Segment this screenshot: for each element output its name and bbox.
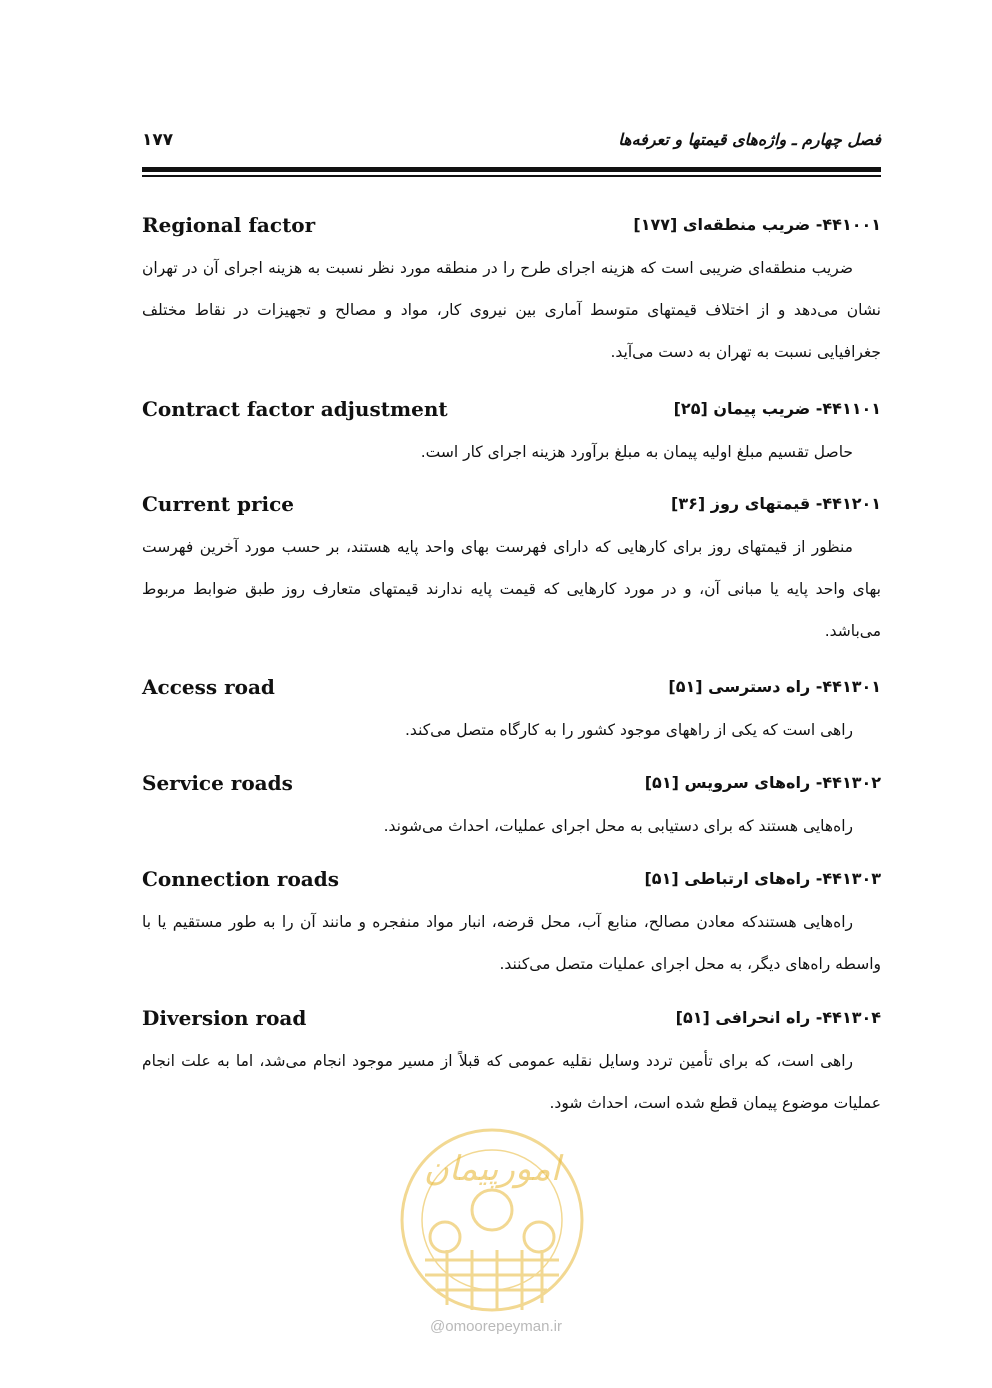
seal-text: امورپیمان — [423, 1149, 561, 1189]
header-rule-thin — [142, 175, 881, 177]
term-definition: راه‌هایی هستندکه معادن مصالح، منابع آب، محل قرضه، انبار مواد منفجره و مانند آن را به طور مستقیم یا با واسطه راه‌های دیگر، به محل اجرای عملیات متصل می‌کنند. — [142, 913, 881, 973]
term-persian: ۴۴۱۱۰۱- ضریب پیمان [۲۵] — [673, 399, 881, 418]
term-english: Diversion road — [142, 1006, 307, 1030]
term-definition: راهی است، که برای تأمین تردد وسایل نقلیه عمومی که قبلاً از مسیر موجود انجام می‌شد، اما به علت انجام عملیات موضوع پیمان قطع شده است، احداث شود. — [142, 1052, 881, 1112]
term-definition: منظور از قیمتهای روز برای کارهایی که دارای فهرست بهای واحد پایه هستند، بر حسب مورد آخرین فهرست بهای واحد پایه یا مبانی آن، و در مورد کارهایی که قیمت پایه ندارند قیمتهای متعارف روز طبق ضوابط مربوط می‌باشد. — [142, 538, 881, 640]
term-definition: راه‌هایی هستند که برای دستیابی به محل اجرای عملیات، احداث می‌شوند. — [383, 817, 853, 835]
glossary-entry — [142, 1006, 881, 1124]
chapter-title: فصل چهارم ـ واژه‌های قیمتها و تعرفه‌ها — [618, 130, 881, 149]
term-english: Current price — [142, 492, 295, 516]
term-english: Connection roads — [142, 867, 340, 891]
glossary-entry — [142, 867, 881, 985]
term-definition: ضریب منطقه‌ای ضریبی است که هزینه اجرای طرح را در منطقه مورد نظر نسبت به هزینه اجرای آن در تهران نشان می‌دهد و از اختلاف قیمتهای متوسط آماری بین نیروی کار، مواد و مصالح و تجهیزات در نقاط مختلف جغرافیایی نسبت به تهران به دست می‌آید. — [142, 259, 881, 361]
term-english: Service roads — [142, 771, 293, 795]
term-persian: ۴۴۱۳۰۲- راه‌های سرویس [۵۱] — [644, 773, 881, 792]
term-persian: ۴۴۱۳۰۴- راه انحرافی [۵۱] — [675, 1008, 881, 1027]
term-persian: ۴۴۱۲۰۱- قیمتهای روز [۳۶] — [671, 494, 881, 513]
watermark-seal-icon — [397, 1125, 587, 1315]
watermark-site: @omoorepeyman.ir — [430, 1318, 562, 1335]
term-persian: ۴۴۱۳۰۱- راه دسترسی [۵۱] — [668, 677, 881, 696]
header-rule-thick — [142, 167, 881, 172]
glossary-entry — [142, 675, 881, 751]
term-english: Regional factor — [142, 213, 316, 237]
term-persian: ۴۴۱۰۰۱- ضریب منطقه‌ای [۱۷۷] — [633, 215, 881, 234]
term-definition: راهی است که یکی از راههای موجود کشور را به کارگاه متصل می‌کند. — [405, 721, 853, 739]
glossary-entry — [142, 771, 881, 847]
glossary-entry — [142, 213, 881, 373]
page-header — [142, 130, 881, 160]
glossary-entry — [142, 397, 881, 473]
term-persian: ۴۴۱۳۰۳- راه‌های ارتباطی [۵۱] — [644, 869, 881, 888]
page-number: ۱۷۷ — [142, 130, 174, 150]
glossary-entry — [142, 492, 881, 652]
term-definition: حاصل تقسیم مبلغ اولیه پیمان به مبلغ برآورد هزینه اجرای کار است. — [420, 443, 853, 461]
term-english: Access road — [142, 675, 275, 699]
term-english: Contract factor adjustment — [142, 397, 448, 421]
